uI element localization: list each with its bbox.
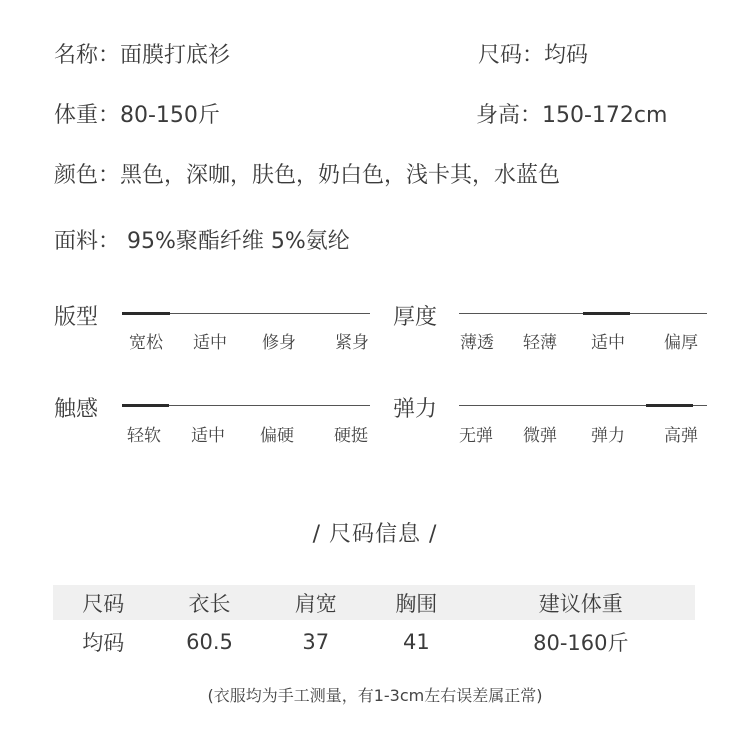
cell-shoulder: 37	[302, 630, 330, 654]
elasticity-option-4: 高弹	[664, 426, 698, 446]
touch-option-2: 适中	[191, 426, 225, 446]
elasticity-option-1: 无弹	[459, 426, 493, 446]
measurement-note: (衣服均为手工测量，有1-3cm左右误差属正常)	[207, 686, 543, 705]
elasticity-option-2: 微弹	[523, 426, 557, 446]
thickness-scale-label: 厚度	[393, 305, 438, 330]
product-colors: 颜色：黑色，深咖，肤色，奶白色，浅卡其，水蓝色	[54, 163, 561, 188]
touch-option-1: 轻软	[127, 426, 161, 446]
thickness-scale-marker	[583, 312, 630, 315]
fit-option-4: 紧身	[335, 333, 369, 353]
size-info-title: / 尺码信息 /	[312, 522, 438, 547]
cell-size: 均码	[82, 631, 125, 655]
thickness-option-4: 偏厚	[664, 333, 698, 353]
product-fabric: 面料： 95%聚酯纤维 5%氨纶	[54, 229, 350, 254]
thickness-option-1: 薄透	[460, 333, 494, 353]
header-weight: 建议体重	[467, 585, 695, 620]
touch-option-4: 硬挺	[334, 426, 368, 446]
header-chest: 胸围	[366, 585, 467, 620]
fit-scale-label: 版型	[54, 305, 99, 330]
product-height: 身高：150-172cm	[476, 103, 668, 128]
cell-chest: 41	[402, 630, 430, 654]
cell-length: 60.5	[186, 630, 233, 654]
touch-scale-label: 触感	[54, 397, 99, 422]
fit-option-2: 适中	[193, 333, 227, 353]
thickness-option-2: 轻薄	[523, 333, 557, 353]
elasticity-option-3: 弹力	[591, 426, 625, 446]
header-size: 尺码	[53, 585, 154, 620]
cell-weight: 80-160斤	[533, 631, 629, 655]
table-row	[53, 620, 695, 664]
fit-option-3: 修身	[262, 333, 296, 353]
touch-option-3: 偏硬	[260, 426, 294, 446]
header-shoulder: 肩宽	[266, 585, 367, 620]
product-size: 尺码：均码	[478, 43, 589, 68]
product-name: 名称：面膜打底衫	[54, 43, 231, 68]
touch-scale-marker	[122, 404, 169, 407]
product-weight: 体重：80-150斤	[54, 103, 220, 128]
elasticity-scale-marker	[646, 404, 693, 407]
size-table	[53, 585, 695, 664]
fit-scale-marker	[122, 312, 170, 315]
size-table-header	[53, 585, 695, 620]
elasticity-scale-label: 弹力	[393, 397, 438, 422]
thickness-option-3: 适中	[591, 333, 625, 353]
fit-option-1: 宽松	[129, 333, 163, 353]
header-length: 衣长	[154, 585, 266, 620]
